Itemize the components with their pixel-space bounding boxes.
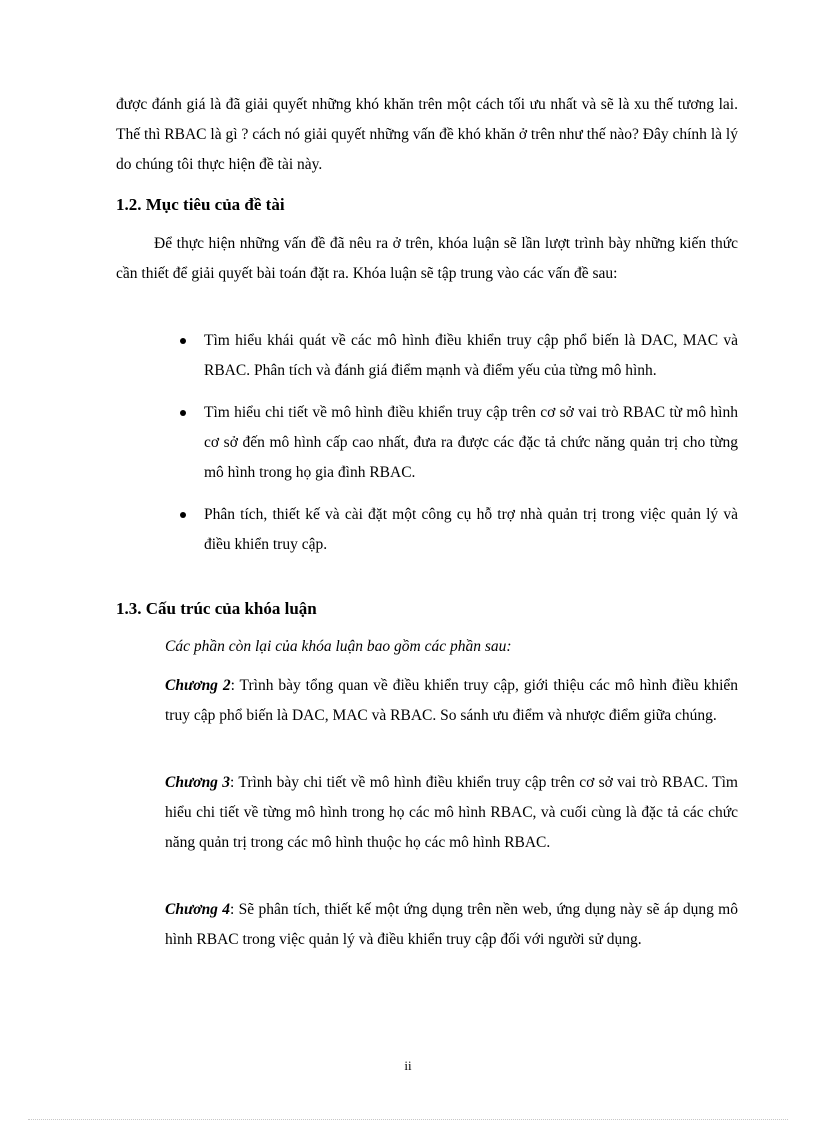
chapter-label: Chương 4 (165, 901, 231, 918)
section-1-2-paragraph: Để thực hiện những vấn đề đã nêu ra ở trên, khóa luận sẽ lần lượt trình bày những kiến thức cần thiết để giải quyết bài toán đặt ra. Khóa luận sẽ tập trung vào các vấn đề sau: (116, 235, 738, 282)
list-item-text: Tìm hiểu khái quát về các mô hình điều khiển truy cập phổ biến là DAC, MAC và RBAC. Phân tích và đánh giá điểm mạnh và điểm yếu của từng mô hình. (204, 332, 738, 379)
objectives-list (180, 326, 738, 560)
list-item (180, 326, 738, 386)
section-1-3-intro: Các phần còn lại của khóa luận bao gồm các phần sau: (165, 638, 512, 655)
chapter-text: : Sẽ phân tích, thiết kế một ứng dụng trên nền web, ứng dụng này sẽ áp dụng mô hình RBAC trong việc quản lý và điều khiển truy cập đối với người sử dụng. (165, 901, 738, 948)
chapter-2-description (165, 671, 738, 731)
bullet-icon (180, 338, 186, 344)
section-heading-1-3: 1.3. Cấu trúc của khóa luận (116, 599, 317, 618)
footer-divider (28, 1119, 788, 1120)
chapter-4-description (165, 895, 738, 955)
chapter-text: : Trình bày tổng quan về điều khiển truy cập, giới thiệu các mô hình điều khiển truy cập phổ biến là DAC, MAC và RBAC. So sánh ưu điểm và nhược điểm giữa chúng. (165, 677, 739, 724)
section-heading-1-2: 1.2. Mục tiêu của đề tài (116, 195, 285, 214)
list-item-text: Tìm hiểu chi tiết về mô hình điều khiển truy cập trên cơ sở vai trò RBAC từ mô hình cơ sở đến mô hình cấp cao nhất, đưa ra được các đặc tả chức năng quản trị cho từng mô hình trong họ gia đình RBAC. (204, 404, 738, 481)
bullet-icon (180, 512, 186, 518)
chapter-3-description (165, 768, 738, 858)
chapter-text: : Trình bày chi tiết về mô hình điều khiển truy cập trên cơ sở vai trò RBAC. Tìm hiểu chi tiết về từng mô hình trong họ các mô hình RBAC, và cuối cùng là đặc tả các chức năng quản trị trong các mô hình thuộc họ các mô hình RBAC. (165, 774, 738, 851)
list-item (180, 500, 738, 560)
bullet-icon (180, 410, 186, 416)
list-item (180, 398, 738, 488)
list-item-text: Phân tích, thiết kế và cài đặt một công cụ hỗ trợ nhà quản trị trong việc quản lý và điều khiển truy cập. (204, 506, 738, 553)
chapter-label: Chương 3 (165, 774, 231, 791)
chapter-label: Chương 2 (165, 677, 231, 694)
intro-paragraph: được đánh giá là đã giải quyết những khó khăn trên một cách tối ưu nhất và sẽ là xu thế tương lai. Thế thì RBAC là gì ? cách nó giải quyết những vấn đề khó khăn ở trên như thế nào? Đây chính là lý do chúng tôi thực hiện đề tài này. (116, 96, 738, 173)
page-number: ii (404, 1058, 412, 1073)
